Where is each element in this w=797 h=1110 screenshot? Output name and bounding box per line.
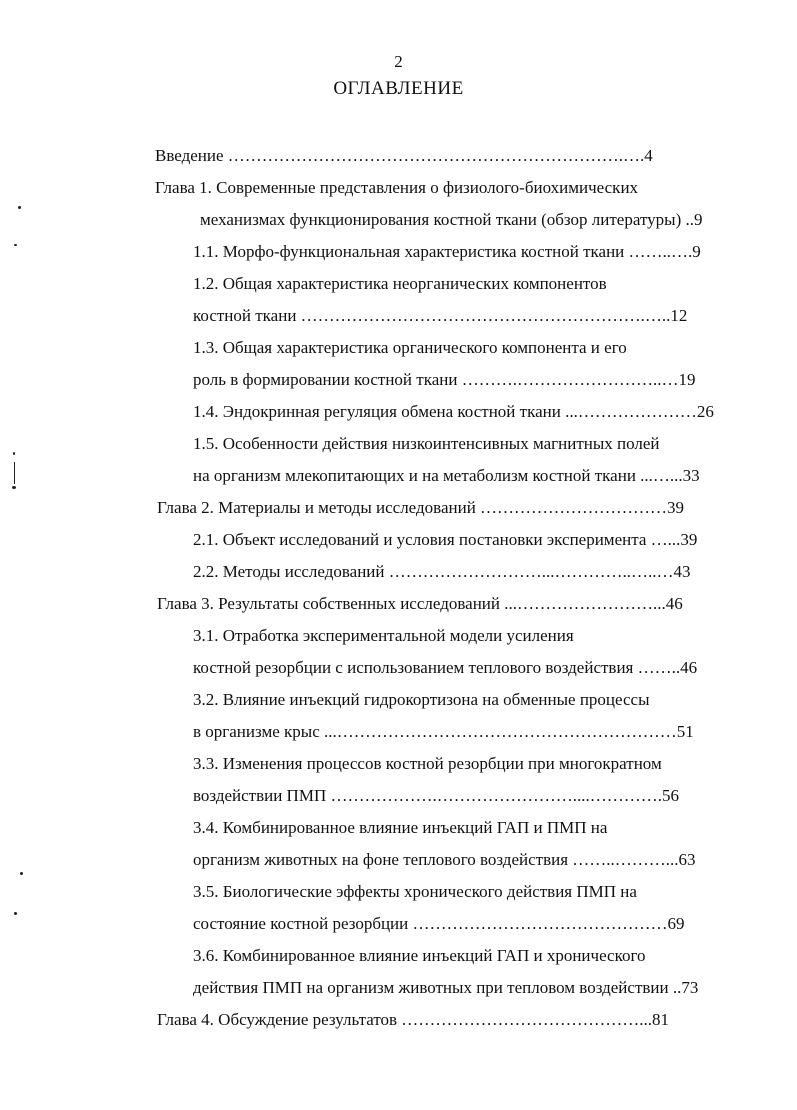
toc-entry-2-2: 2.2. Методы исследований ………………………...…………..…..…43: [193, 562, 691, 581]
toc-entry-1-4: 1.4. Эндокринная регуляция обмена костной ткани ...…………………26: [193, 402, 714, 421]
scan-speck: [14, 244, 17, 246]
scan-speck: [13, 452, 15, 455]
scan-speck: [12, 486, 16, 489]
toc-entry-1-3: 1.3. Общая характеристика органического компонента и его: [193, 338, 627, 357]
scan-speck: [14, 462, 15, 484]
scan-speck: [18, 206, 21, 209]
toc-entry-1-2-cont: костной ткани …………………………………………………….…..12: [193, 306, 688, 325]
toc-entry-3-2: 3.2. Влияние инъекций гидрокортизона на обменные процессы: [193, 690, 650, 709]
scan-speck: [14, 912, 17, 915]
toc-entry-3-3-cont: воздействии ПМП ……………….……………………....………….56: [193, 786, 679, 805]
toc-entry-3-4-cont: организм животных на фоне теплового воздействия ……..………...63: [193, 850, 696, 869]
toc-entry-3-3: 3.3. Изменения процессов костной резорбции при многократном: [193, 754, 662, 773]
page-number: 2: [394, 52, 403, 71]
toc-entry-chapter-1: Глава 1. Современные представления о физиолого-биохимических: [155, 178, 639, 197]
toc-entry-3-5-cont: состояние костной резорбции ………………………………………69: [193, 914, 685, 933]
toc-entry-3-4: 3.4. Комбинированное влияние инъекций ГАП и ПМП на: [193, 818, 608, 837]
toc-entry-1-5-cont: на организм млекопитающих и на метаболизм костной ткани ...…...33: [193, 466, 700, 485]
toc-entry-chapter-1-cont: механизмах функционирования костной ткани (обзор литературы) ..9: [200, 210, 703, 229]
toc-entry-chapter-2: Глава 2. Материалы и методы исследований ……………………………39: [157, 498, 685, 517]
toc-entry-1-1: 1.1. Морфо-функциональная характеристика костной ткани ……..….9: [193, 242, 701, 261]
toc-entry-3-1-cont: костной резорбции с использованием теплового воздействия ……..46: [193, 658, 698, 677]
toc-entry-chapter-4: Глава 4. Обсуждение результатов ……………………………………...81: [157, 1010, 670, 1029]
toc-entry-1-2: 1.2. Общая характеристика неорганических компонентов: [193, 274, 607, 293]
toc-entry-3-6: 3.6. Комбинированное влияние инъекций ГАП и хронического: [193, 946, 646, 965]
toc-entry-intro: Введение …………………………………………………………….….4: [155, 146, 653, 165]
toc-entry-3-5: 3.5. Биологические эффекты хронического действия ПМП на: [193, 882, 637, 901]
toc-entry-3-6-cont: действия ПМП на организм животных при тепловом воздействии ..73: [193, 978, 699, 997]
toc-entry-3-2-cont: в организме крыс ...……………………………………………………51: [193, 722, 694, 741]
scan-speck: [20, 872, 23, 875]
toc-entry-3-1: 3.1. Отработка экспериментальной модели усиления: [193, 626, 574, 645]
toc-entry-1-5: 1.5. Особенности действия низкоинтенсивных магнитных полей: [193, 434, 660, 453]
toc-entry-1-3-cont: роль в формировании костной ткани ……….……………………..…19: [193, 370, 696, 389]
toc-entry-chapter-3: Глава 3. Результаты собственных исследований ...……………………...46: [157, 594, 683, 613]
page-title: ОГЛАВЛЕНИЕ: [333, 78, 464, 99]
toc-entry-2-1: 2.1. Объект исследований и условия постановки эксперимента …...39: [193, 530, 698, 549]
